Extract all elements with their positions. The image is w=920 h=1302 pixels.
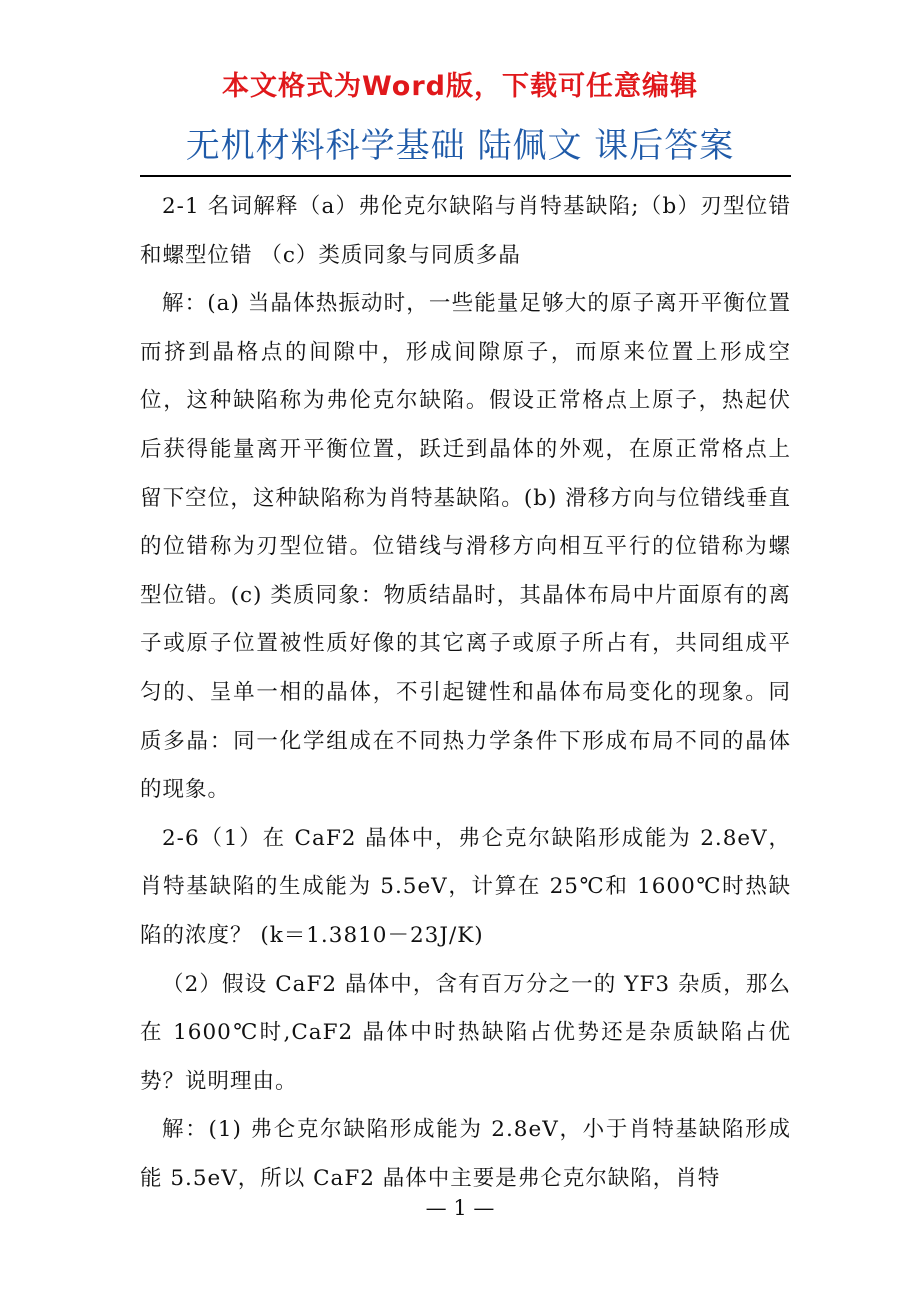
- download-banner: 本文格式为Word版，下载可任意编辑: [221, 71, 698, 102]
- question-2-6-part-1: 2-6（1）在 CaF2 晶体中，弗仑克尔缺陷形成能为 2.8eV，肖特基缺陷的生成能为 5.5eV，计算在 25℃和 1600℃时热缺陷的浓度？ (k＝1.3810－23J/K): [140, 825, 791, 948]
- document-body: [140, 183, 791, 1203]
- question-2-6-part-2: （2）假设 CaF2 晶体中，含有百万分之一的 YF3 杂质，那么在 1600℃时,CaF2 晶体中时热缺陷占优势还是杂质缺陷占优势？说明理由。: [140, 971, 791, 1094]
- answer-2-1: 解：(a) 当晶体热振动时，一些能量足够大的原子离开平衡位置而挤到晶格点的间隙中，形成间隙原子，而原来位置上形成空位，这种缺陷称为弗伦克尔缺陷。假设正常格点上原子，热起伏后获得能量离开平衡位置，跃迁到晶体的外观，在原正常格点上留下空位，这种缺陷称为肖特基缺陷。(b) 滑移方向与位错线垂直的位错称为刃型位错。位错线与滑移方向相互平行的位错称为螺型位错。(c) 类质同象：物质结晶时，其晶体布局中片面原有的离子或原子位置被性质好像的其它离子或原子所占有，共同组成平匀的、呈单一相的晶体，不引起键性和晶体布局变化的现象。同质多晶：同一化学组成在不同热力学条件下形成布局不同的晶体的现象。: [140, 291, 791, 803]
- question-2-1: 2-1 名词解释（a）弗伦克尔缺陷与肖特基缺陷;（b）刃型位错和螺型位错 （c）类质同象与同质多晶: [140, 194, 791, 268]
- title-divider: [140, 175, 791, 177]
- answer-2-6: 解：(1) 弗仑克尔缺陷形成能为 2.8eV，小于肖特基缺陷形成能 5.5eV，所以 CaF2 晶体中主要是弗仑克尔缺陷，肖特: [140, 1117, 791, 1191]
- document-title: 无机材料科学基础 陆佩文 课后答案: [185, 126, 735, 166]
- page-number: — 1 —: [425, 1196, 495, 1220]
